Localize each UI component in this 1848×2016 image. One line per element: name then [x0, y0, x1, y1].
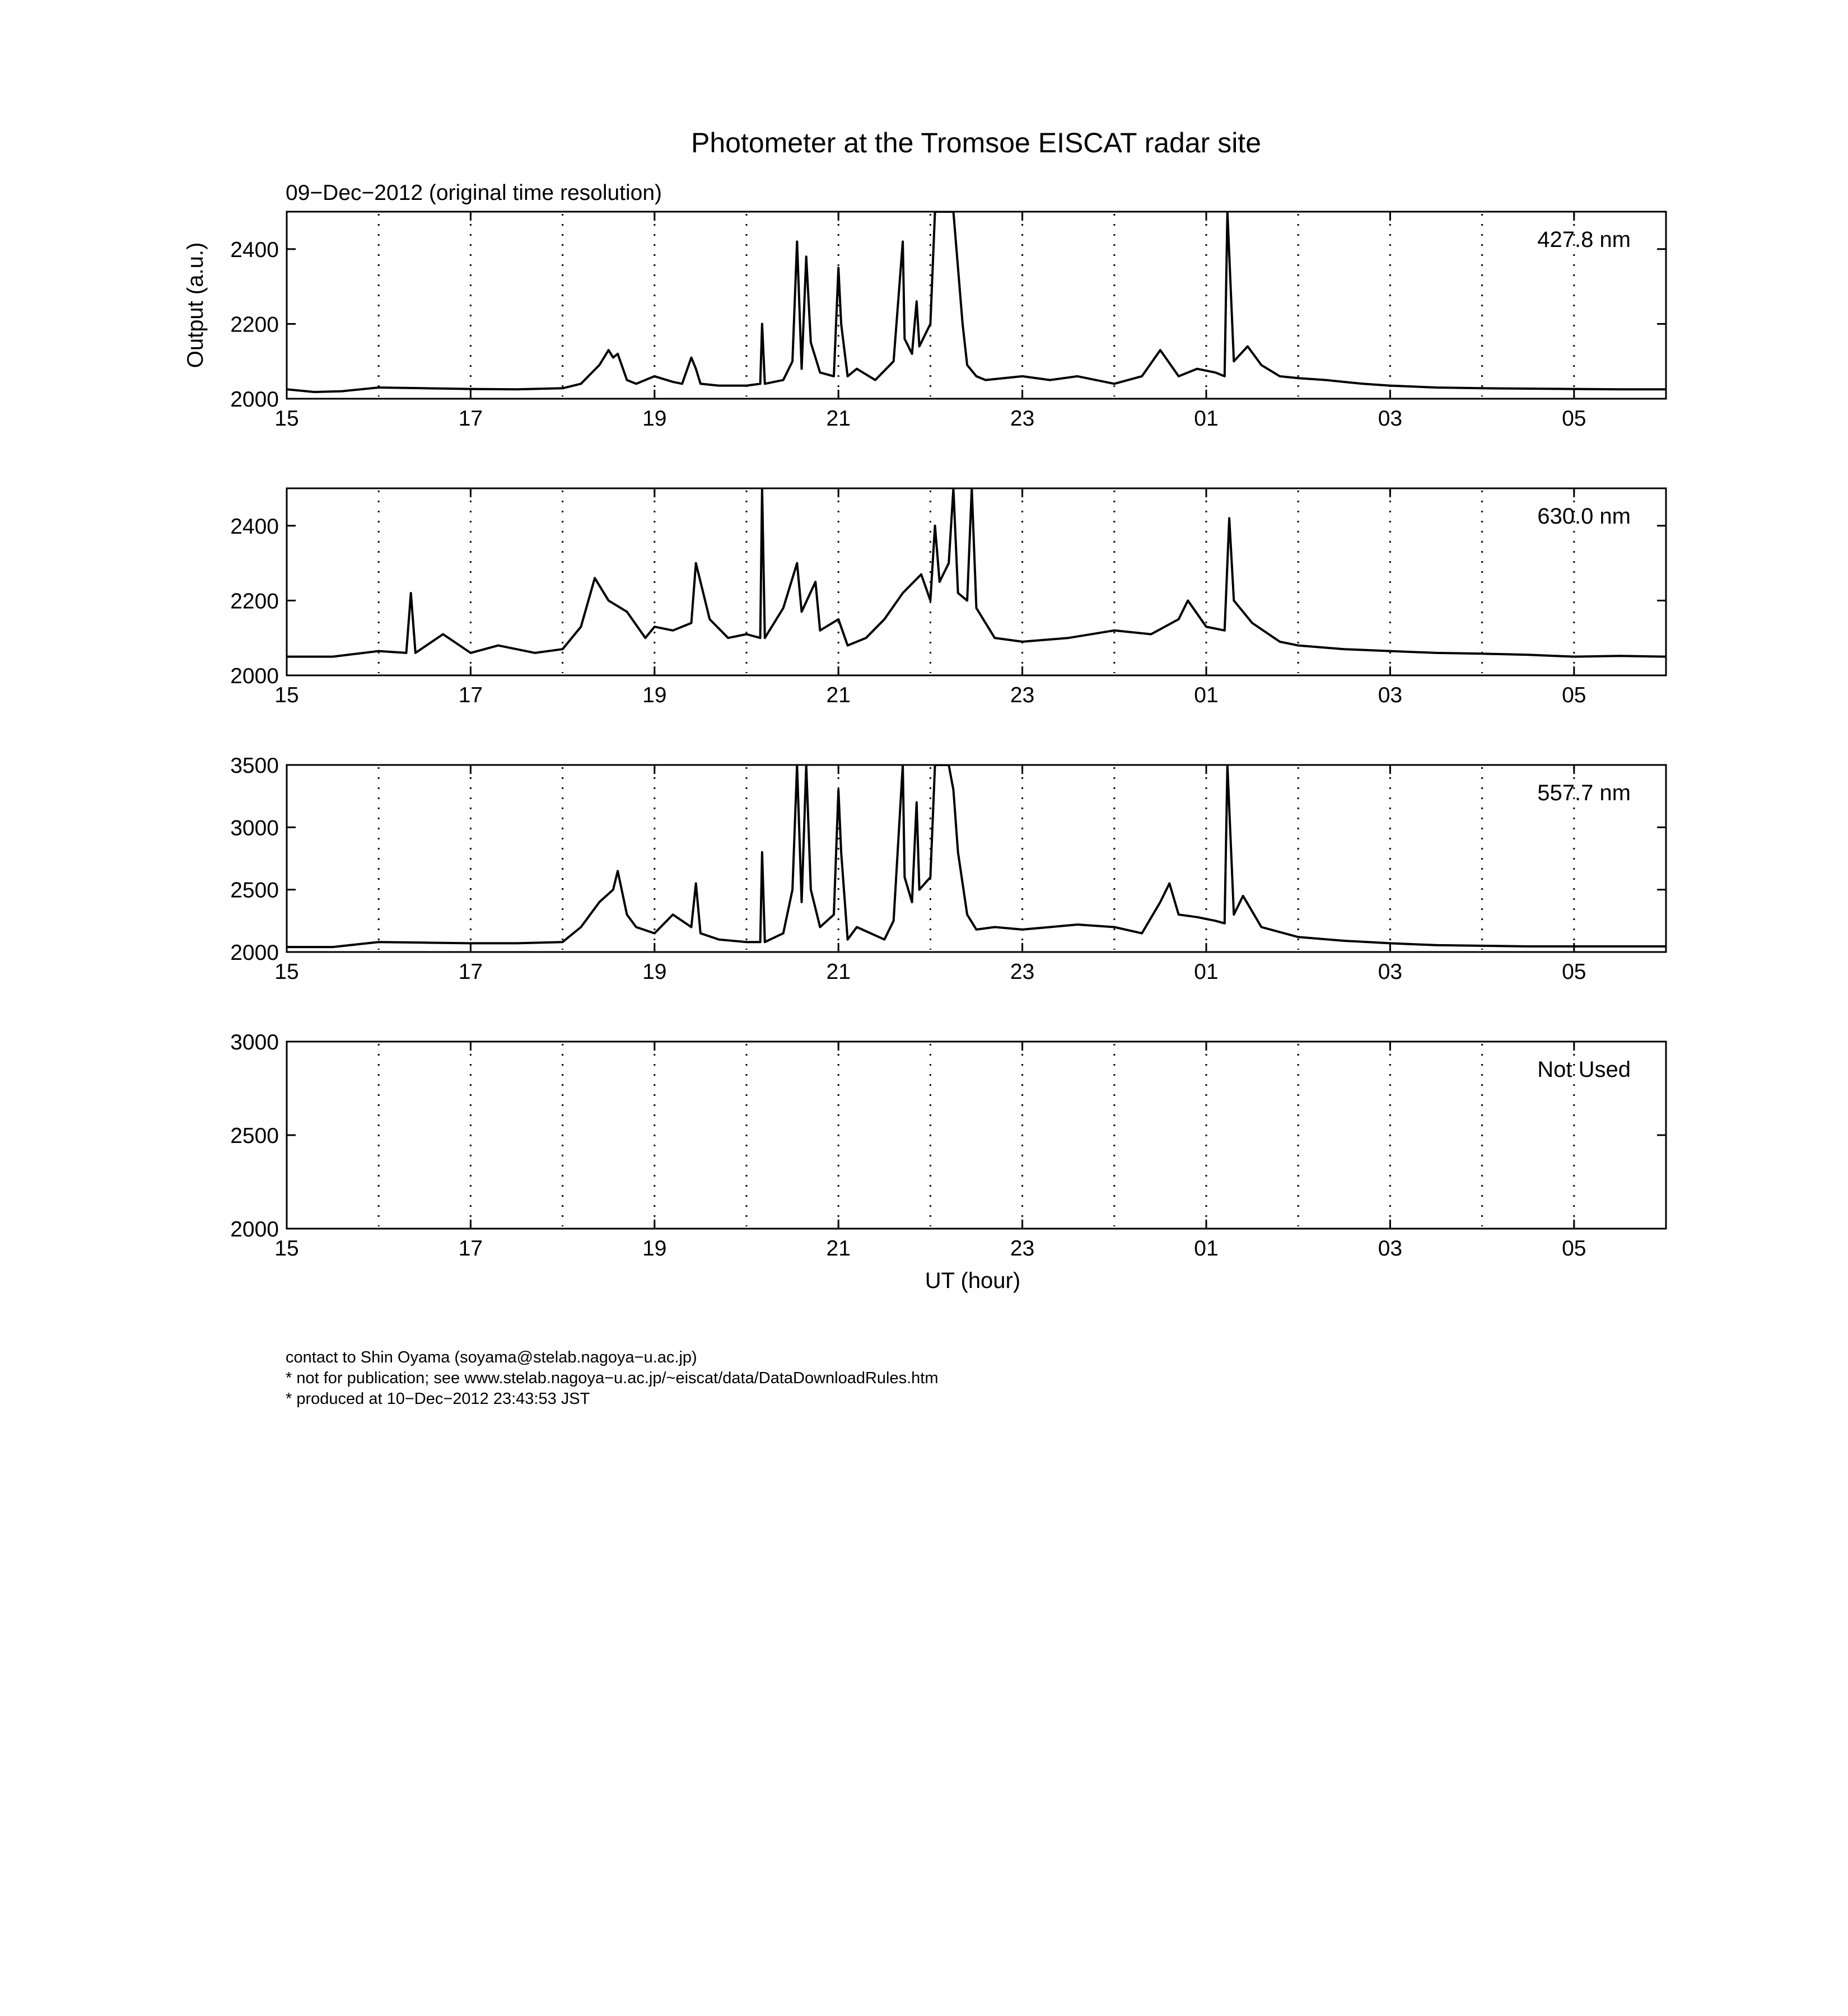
x-tick-label: 15 — [274, 683, 299, 707]
series-line-1-1 — [287, 212, 1666, 392]
x-tick-label: 17 — [458, 683, 483, 707]
x-tick-label: 17 — [458, 407, 483, 431]
x-tick-label: 19 — [642, 407, 667, 431]
y-tick-label: 2500 — [230, 1124, 279, 1148]
y-tick-label: 2200 — [230, 589, 279, 614]
x-tick-label: 21 — [826, 683, 851, 707]
figure-subtitle: 09−Dec−2012 (original time resolution) — [286, 181, 662, 205]
y-tick-label: 2200 — [230, 312, 279, 337]
plot-frame — [287, 212, 1666, 399]
y-tick-label: 2000 — [230, 388, 279, 412]
plot-frame — [287, 765, 1666, 952]
series-line-2-1 — [287, 488, 1666, 657]
x-tick-label: 21 — [826, 1236, 851, 1261]
x-tick-label: 19 — [642, 1236, 667, 1261]
x-tick-label: 23 — [1010, 960, 1035, 984]
panel-2 — [230, 488, 1666, 707]
x-tick-label: 01 — [1194, 960, 1219, 984]
x-tick-label: 17 — [458, 1236, 483, 1261]
x-tick-label: 01 — [1194, 407, 1219, 431]
x-tick-label: 21 — [826, 407, 851, 431]
x-tick-label: 05 — [1562, 683, 1586, 707]
footer-contact: contact to Shin Oyama (soyama@stelab.nagoya−u.ac.jp) — [286, 1348, 697, 1366]
x-tick-label: 05 — [1562, 960, 1586, 984]
panel-label: 427.8 nm — [1537, 227, 1631, 252]
panel-label: Not Used — [1537, 1057, 1631, 1082]
plot-frame — [287, 1042, 1666, 1229]
panel-1 — [230, 212, 1666, 431]
panel-label: 630.0 nm — [1537, 504, 1631, 529]
y-tick-label: 2000 — [230, 1217, 279, 1242]
footer-produced-at: * produced at 10−Dec−2012 23:43:53 JST — [286, 1390, 590, 1408]
x-tick-label: 23 — [1010, 407, 1035, 431]
x-tick-label: 01 — [1194, 683, 1219, 707]
x-tick-label: 17 — [458, 960, 483, 984]
y-tick-label: 2400 — [230, 237, 279, 262]
x-tick-label: 05 — [1562, 1236, 1586, 1261]
x-tick-label: 05 — [1562, 407, 1586, 431]
x-axis-label: UT (hour) — [925, 1268, 1021, 1293]
panel-3 — [230, 754, 1666, 984]
y-axis-label: Output (a.u.) — [183, 242, 208, 368]
x-tick-label: 15 — [274, 960, 299, 984]
x-tick-label: 21 — [826, 960, 851, 984]
footer-publication-note: * not for publication; see www.stelab.nagoya−u.ac.jp/~eiscat/data/DataDownloadRules.htm — [286, 1369, 939, 1387]
panel-label: 557.7 nm — [1537, 781, 1631, 805]
y-tick-label: 2500 — [230, 878, 279, 903]
y-tick-label: 2000 — [230, 664, 279, 688]
x-tick-label: 03 — [1378, 683, 1403, 707]
y-tick-label: 3500 — [230, 754, 279, 778]
x-tick-label: 15 — [274, 1236, 299, 1261]
x-tick-label: 03 — [1378, 1236, 1403, 1261]
panels — [230, 212, 1666, 1261]
y-tick-label: 2400 — [230, 514, 279, 539]
x-tick-label: 23 — [1010, 683, 1035, 707]
series-line-3-1 — [287, 765, 1666, 947]
x-tick-label: 03 — [1378, 407, 1403, 431]
panel-4 — [230, 1030, 1666, 1261]
x-tick-label: 23 — [1010, 1236, 1035, 1261]
y-tick-label: 3000 — [230, 1030, 279, 1054]
x-tick-label: 19 — [642, 960, 667, 984]
y-tick-label: 2000 — [230, 941, 279, 965]
y-tick-label: 3000 — [230, 816, 279, 841]
x-tick-label: 15 — [274, 407, 299, 431]
x-tick-label: 01 — [1194, 1236, 1219, 1261]
figure-title: Photometer at the Tromsoe EISCAT radar site — [690, 127, 1262, 158]
x-tick-label: 03 — [1378, 960, 1403, 984]
x-tick-label: 19 — [642, 683, 667, 707]
